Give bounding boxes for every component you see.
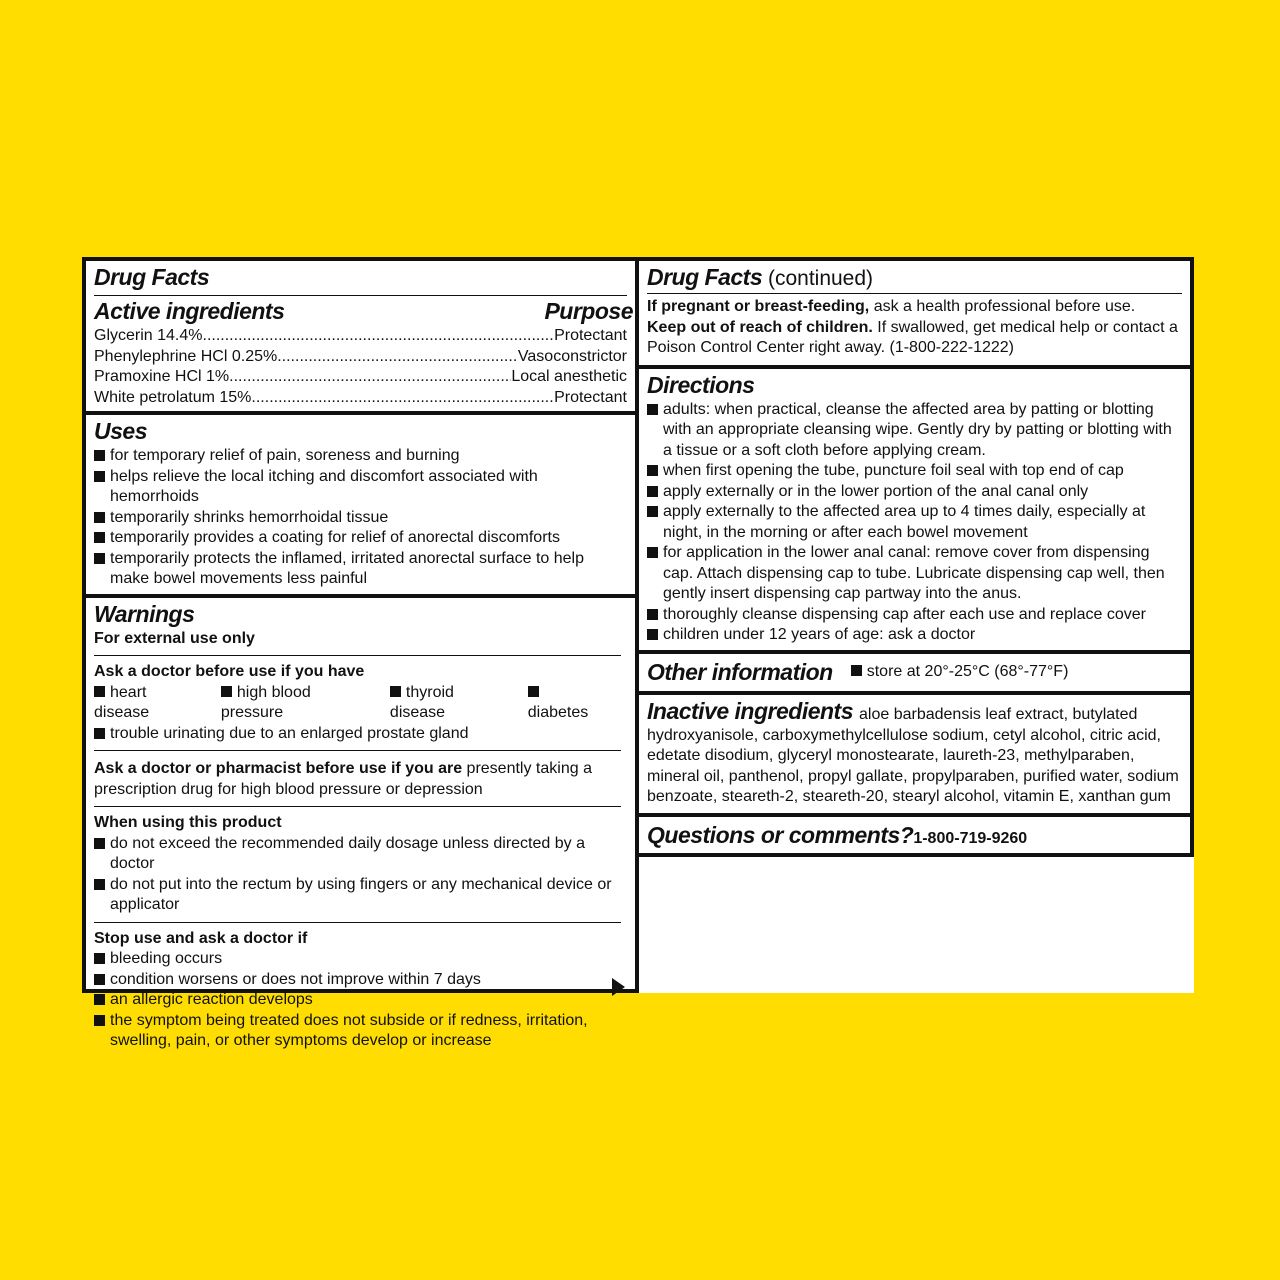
list-item: condition worsens or does not improve within 7 days xyxy=(94,970,601,991)
list-item: children under 12 years of age: ask a doctor xyxy=(647,625,1182,646)
list-item: do not put into the rectum by using fingers or any mechanical device or applicator xyxy=(94,875,621,916)
questions-section xyxy=(639,813,1190,853)
list-item: apply externally to the affected area up to 4 times daily, especially at night, in the morning or after each bowel movement xyxy=(647,502,1182,543)
bullet-square-icon xyxy=(94,728,105,739)
directions-heading: Directions xyxy=(647,371,755,398)
ingredient-name: Glycerin 14.4% xyxy=(94,327,203,344)
list-item: thoroughly cleanse dispensing cap after each use and replace cover xyxy=(647,605,1182,626)
list-item: do not exceed the recommended daily dosage unless directed by a doctor xyxy=(94,834,621,875)
ingredient-name: Pramoxine HCl 1% xyxy=(94,368,230,385)
conditions-row: heart disease high blood pressure thyroid disease diabetes xyxy=(94,683,589,721)
stop-use-heading: Stop use and ask a doctor if xyxy=(94,929,308,947)
ingredient-row xyxy=(94,367,627,388)
drug-facts-left-column xyxy=(82,257,639,1049)
list-item: for temporary relief of pain, soreness and burning xyxy=(94,446,627,467)
list-item: adults: when practical, cleanse the affected area by patting or blotting with an appropriate cleansing wipe. Gently dry by patting or blotting with a tissue or a soft cloth before applying cream. xyxy=(647,400,1182,462)
drug-facts-panel xyxy=(82,257,1194,1049)
list-item: apply externally or in the lower portion of the anal canal only xyxy=(647,482,1182,503)
bullet-square-icon xyxy=(647,609,658,620)
bullet-square-icon xyxy=(647,506,658,517)
bullet-square-icon xyxy=(94,471,105,482)
list-item: an allergic reaction develops xyxy=(94,990,601,1011)
ingredient-purpose: Protectant xyxy=(554,388,627,406)
list-item: helps relieve the local itching and discomfort associated with hemorrhoids xyxy=(94,467,627,508)
list-item: trouble urinating due to an enlarged prostate gland xyxy=(94,724,621,745)
warnings-section xyxy=(86,594,635,1049)
inactive-ingredients-heading: Inactive ingredients xyxy=(647,697,854,724)
bullet-square-icon xyxy=(851,665,862,676)
list-item: temporarily provides a coating for relief of anorectal discomforts xyxy=(94,528,627,549)
ingredient-purpose: Protectant xyxy=(554,327,627,344)
bullet-square-icon xyxy=(647,404,658,415)
ask-pharmacist-block: Ask a doctor or pharmacist before use if you are presently taking a prescription drug for high blood pressure or depression xyxy=(94,750,621,800)
uses-heading: Uses xyxy=(94,418,147,444)
continued-label: (continued) xyxy=(762,267,874,290)
drug-facts-right-column xyxy=(635,257,1194,857)
other-information-section xyxy=(639,650,1190,691)
keep-out-of-reach-warning: Keep out of reach of children. If swallowed, get medical help or contact a Poison Control Center right away. (1-800-222-1222) xyxy=(647,318,1178,356)
directions-section xyxy=(639,365,1190,650)
drug-facts-title: Drug Facts xyxy=(94,263,627,296)
stop-use-block xyxy=(94,922,621,1052)
pregnancy-warning: If pregnant or breast-feeding, ask a health professional before use. xyxy=(647,298,1136,315)
bullet-square-icon xyxy=(94,532,105,543)
continue-arrow-icon xyxy=(612,978,625,996)
bullet-square-icon xyxy=(94,974,105,985)
list-item: when first opening the tube, puncture foil seal with top end of cap xyxy=(647,461,1182,482)
bullet-square-icon xyxy=(94,838,105,849)
bullet-square-icon xyxy=(221,686,232,697)
bullet-square-icon xyxy=(94,994,105,1005)
bullet-square-icon xyxy=(94,879,105,890)
bullet-square-icon xyxy=(94,450,105,461)
inactive-ingredients-section xyxy=(639,691,1190,813)
ask-pharmacist-heading: Ask a doctor or pharmacist before use if you are xyxy=(94,760,463,777)
questions-heading: Questions or comments? xyxy=(647,821,914,848)
continued-section xyxy=(639,261,1190,365)
active-ingredients-heading: Active ingredients xyxy=(94,298,285,324)
ingredient-row xyxy=(94,388,627,409)
list-item: temporarily protects the inflamed, irritated anorectal surface to help make bowel movements less painful xyxy=(94,549,627,590)
ingredient-name: White petrolatum 15% xyxy=(94,388,252,406)
questions-phone: 1-800-719-9260 xyxy=(913,829,1028,847)
ingredient-name: Phenylephrine HCl 0.25% xyxy=(94,347,278,365)
when-using-block xyxy=(94,806,621,916)
bullet-square-icon xyxy=(528,686,539,697)
ingredient-purpose: Vasoconstrictor xyxy=(517,347,627,365)
bullet-square-icon xyxy=(647,486,658,497)
bullet-square-icon xyxy=(647,547,658,558)
bullet-square-icon xyxy=(390,686,401,697)
list-item: temporarily shrinks hemorrhoidal tissue xyxy=(94,508,627,529)
bullet-square-icon xyxy=(94,512,105,523)
list-item: bleeding occurs xyxy=(94,949,601,970)
active-ingredients-section xyxy=(86,261,635,411)
uses-section xyxy=(86,411,635,594)
external-use-note: For external use only xyxy=(94,629,255,647)
list-item: for application in the lower anal canal: remove cover from dispensing cap. Attach dispensing cap to tube. Lubricate dispensing cap well, then gently insert dispensing cap partway into the anus. xyxy=(647,543,1182,605)
warnings-heading: Warnings xyxy=(94,600,195,627)
ask-doctor-block xyxy=(94,655,621,744)
inactive-ingredients-text: aloe barbadensis leaf extract, butylated hydroxyanisole, carboxymethylcellulose sodium, cetyl alcohol, citric acid, edetate disodium, glyceryl monostearate, laureth-23, methylparaben, mineral oil, panthenol, propyl gallate, propylparaben, purified water, sodium benzoate, steareth-2, steareth-20, stearyl alcohol, vitamin E, xanthan gum xyxy=(647,705,1179,805)
bullet-square-icon xyxy=(647,465,658,476)
bullet-square-icon xyxy=(94,953,105,964)
ingredient-row xyxy=(94,347,627,368)
bullet-square-icon xyxy=(647,629,658,640)
bullet-square-icon xyxy=(94,553,105,564)
ask-doctor-heading: Ask a doctor before use if you have xyxy=(94,663,365,680)
purpose-heading: Purpose xyxy=(544,298,633,324)
when-using-heading: When using this product xyxy=(94,814,282,831)
drug-facts-continued-title: Drug Facts xyxy=(647,264,763,290)
other-information-heading: Other information xyxy=(647,658,833,685)
bullet-square-icon xyxy=(94,686,105,697)
ingredient-row xyxy=(94,326,627,347)
bullet-square-icon xyxy=(94,1015,105,1026)
storage-text: store at 20°-25°C (68°-77°F) xyxy=(866,662,1069,680)
ingredient-purpose: Local anesthetic xyxy=(511,368,627,385)
list-item: the symptom being treated does not subside or if redness, irritation, swelling, pain, or other symptoms develop or increase xyxy=(94,1011,601,1052)
